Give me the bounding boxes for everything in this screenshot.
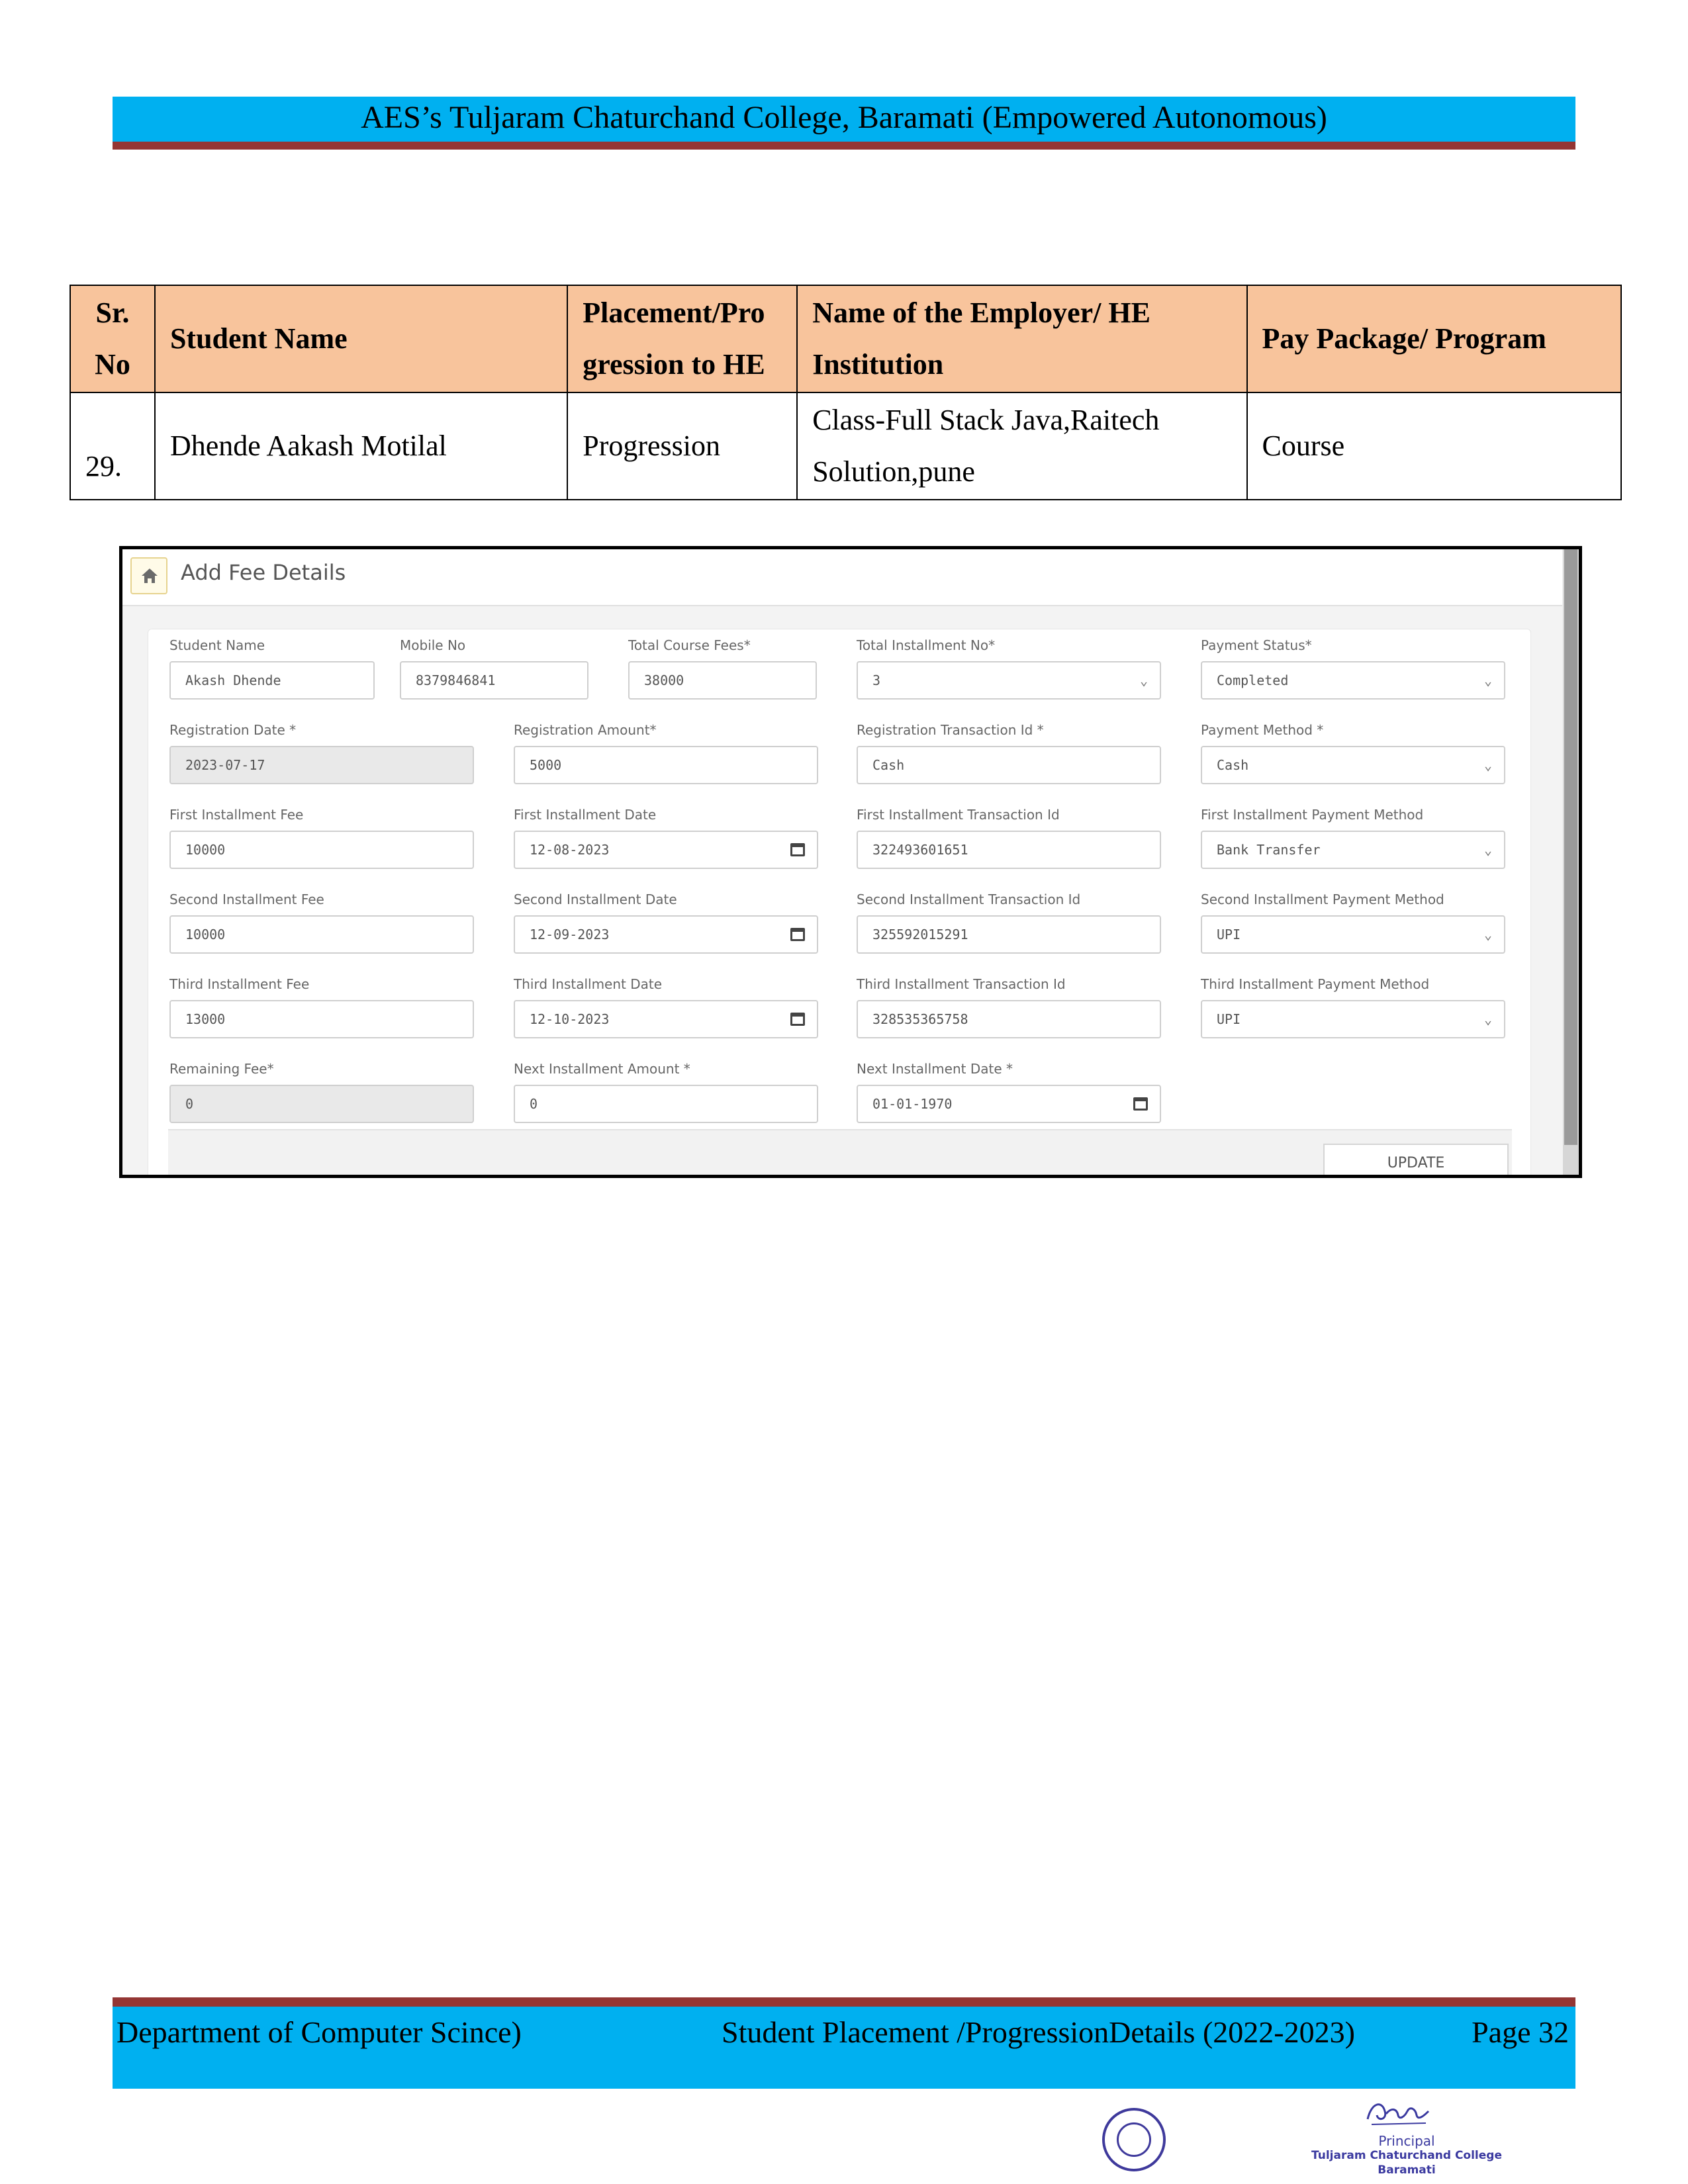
- footer-rule: [113, 1997, 1575, 2007]
- cell-sr-text: 29.: [85, 450, 122, 482]
- dropdown-icon: ⌄: [1483, 672, 1492, 688]
- dropdown-icon: ⌄: [1483, 757, 1492, 773]
- signature-icon: [1362, 2097, 1435, 2131]
- field-label: Total Installment No*: [857, 637, 996, 653]
- next-installment-date-input[interactable]: [857, 1085, 1161, 1123]
- payment-method-select[interactable]: [1201, 746, 1505, 784]
- field-value: 13000: [185, 1011, 226, 1027]
- calendar-icon[interactable]: [790, 843, 805, 856]
- field-label: First Installment Fee: [169, 807, 304, 823]
- page-header-band: [113, 97, 1575, 142]
- college-title: AES’s Tuljaram Chaturchand College, Baramati (Empowered Autonomous): [361, 100, 1327, 135]
- field-label: Total Course Fees*: [628, 637, 751, 653]
- field-label: Third Installment Payment Method: [1201, 976, 1430, 992]
- payment-status-select[interactable]: [1201, 661, 1505, 700]
- signature-college: Tuljaram Chaturchand College: [1311, 2149, 1502, 2162]
- second-installment-transaction-input[interactable]: [857, 915, 1161, 954]
- field-value: Cash: [1217, 757, 1249, 773]
- field-label: Registration Date *: [169, 722, 297, 738]
- col-sr-line1: Sr.: [95, 296, 130, 329]
- signature-role: Principal: [1378, 2133, 1435, 2149]
- next-installment-amount-input[interactable]: [514, 1085, 818, 1123]
- col-placement: [567, 285, 797, 392]
- field-value: 12-08-2023: [530, 842, 610, 858]
- mobile-input[interactable]: [400, 661, 588, 700]
- field-label: Second Installment Payment Method: [1201, 891, 1444, 907]
- first-installment-transaction-input[interactable]: [857, 831, 1161, 869]
- field-value: 5000: [530, 757, 562, 773]
- field-label: Payment Method *: [1201, 722, 1324, 738]
- field-value: 10000: [185, 927, 226, 942]
- header-rule: [113, 142, 1575, 150]
- table-header-row: [70, 285, 1621, 392]
- field-value: 0: [185, 1096, 194, 1112]
- third-installment-transaction-input[interactable]: [857, 1000, 1161, 1038]
- dropdown-icon: ⌄: [1139, 672, 1148, 688]
- field-label: Second Installment Transaction Id: [857, 891, 1081, 907]
- field-label: Second Installment Date: [514, 891, 677, 907]
- dropdown-icon: ⌄: [1483, 842, 1492, 858]
- table-row: [70, 392, 1621, 500]
- field-label: First Installment Payment Method: [1201, 807, 1424, 823]
- first-installment-fee-input[interactable]: [169, 831, 474, 869]
- field-label: Second Installment Fee: [169, 891, 324, 907]
- field-label: Next Installment Amount *: [514, 1061, 690, 1077]
- field-value: Akash Dhende: [185, 672, 281, 688]
- third-installment-date-input[interactable]: [514, 1000, 818, 1038]
- registration-date-input: [169, 746, 474, 784]
- footer-department: Department of Computer Scince): [117, 2015, 522, 2049]
- form-actions: [168, 1129, 1512, 1178]
- fee-form: [148, 629, 1531, 1178]
- field-label: First Installment Transaction Id: [857, 807, 1060, 823]
- field-value: 38000: [644, 672, 684, 688]
- cell-placement: Progression: [567, 392, 797, 500]
- field-label: Third Installment Fee: [169, 976, 310, 992]
- home-icon: [140, 567, 159, 584]
- field-value: 12-10-2023: [530, 1011, 610, 1027]
- field-value: UPI: [1217, 1011, 1241, 1027]
- field-value: 12-09-2023: [530, 927, 610, 942]
- footer-details: Student Placement /ProgressionDetails (2022-2023): [722, 2015, 1355, 2049]
- field-value: 2023-07-17: [185, 757, 265, 773]
- field-label: Remaining Fee*: [169, 1061, 274, 1077]
- field-label: Mobile No: [400, 637, 466, 653]
- signature-block: [1311, 2134, 1503, 2177]
- field-label: Third Installment Transaction Id: [857, 976, 1066, 992]
- remaining-fee-input: [169, 1085, 474, 1123]
- field-value: Bank Transfer: [1217, 842, 1321, 858]
- second-installment-date-input[interactable]: [514, 915, 818, 954]
- field-label: Registration Amount*: [514, 722, 657, 738]
- third-installment-fee-input[interactable]: [169, 1000, 474, 1038]
- scrollbar-thumb[interactable]: [1564, 549, 1577, 1145]
- field-value: 0: [530, 1096, 538, 1112]
- col-placement-line2: gression to HE: [583, 348, 765, 381]
- third-installment-method-select[interactable]: [1201, 1000, 1505, 1038]
- cell-sr: [70, 392, 155, 500]
- first-installment-method-select[interactable]: [1201, 831, 1505, 869]
- field-value: 328535365758: [872, 1011, 968, 1027]
- field-value: UPI: [1217, 927, 1241, 942]
- col-placement-line1: Placement/Pro: [583, 296, 765, 329]
- cell-employer: [797, 392, 1246, 500]
- cell-package: Course: [1247, 392, 1621, 500]
- field-value: 01-01-1970: [872, 1096, 953, 1112]
- total-fees-input[interactable]: [628, 661, 817, 700]
- student-name-input[interactable]: [169, 661, 375, 700]
- col-sr-no: [70, 285, 155, 392]
- first-installment-date-input[interactable]: [514, 831, 818, 869]
- field-value: 8379846841: [416, 672, 496, 688]
- calendar-icon[interactable]: [790, 928, 805, 941]
- field-label: Payment Status*: [1201, 637, 1312, 653]
- col-employer: [797, 285, 1246, 392]
- registration-transaction-input[interactable]: [857, 746, 1161, 784]
- dropdown-icon: ⌄: [1483, 927, 1492, 942]
- field-label: First Installment Date: [514, 807, 657, 823]
- home-button[interactable]: [130, 557, 167, 594]
- field-value: Completed: [1217, 672, 1289, 688]
- cell-name: Dhende Aakash Motilal: [155, 392, 567, 500]
- field-value: 3: [872, 672, 881, 688]
- page-footer-band: [113, 2007, 1575, 2089]
- col-pay-package: Pay Package/ Program: [1247, 285, 1621, 392]
- field-value: 322493601651: [872, 842, 968, 858]
- field-value: 325592015291: [872, 927, 968, 942]
- footer-page-number: Page 32: [1472, 2015, 1569, 2049]
- calendar-icon[interactable]: [790, 1013, 805, 1026]
- cell-employer-line1: Class-Full Stack Java,Raitech: [812, 404, 1160, 436]
- form-topbar: [122, 549, 1562, 606]
- col-sr-line2: No: [95, 348, 130, 381]
- field-value: Cash: [872, 757, 905, 773]
- dropdown-icon: ⌄: [1483, 1011, 1492, 1027]
- placement-table: [70, 285, 1622, 500]
- installment-count-select[interactable]: [857, 661, 1161, 700]
- col-employer-line2: Institution: [812, 348, 944, 381]
- update-button[interactable]: UPDATE: [1323, 1144, 1509, 1178]
- signature-city: Baramati: [1378, 2163, 1436, 2177]
- calendar-icon[interactable]: [1133, 1097, 1148, 1111]
- col-student-name: Student Name: [155, 285, 567, 392]
- form-title: Add Fee Details: [181, 560, 346, 585]
- scrollbar[interactable]: [1563, 549, 1579, 1175]
- field-value: 10000: [185, 842, 226, 858]
- fee-details-screenshot: [119, 546, 1582, 1178]
- second-installment-fee-input[interactable]: [169, 915, 474, 954]
- field-label: Next Installment Date *: [857, 1061, 1013, 1077]
- cell-employer-line2: Solution,pune: [812, 455, 975, 488]
- registration-amount-input[interactable]: [514, 746, 818, 784]
- col-employer-line1: Name of the Employer/ HE: [812, 296, 1150, 329]
- seal-inner-ring: [1117, 2122, 1151, 2157]
- second-installment-method-select[interactable]: [1201, 915, 1505, 954]
- field-label: Student Name: [169, 637, 265, 653]
- college-seal-icon: [1102, 2108, 1166, 2171]
- field-label: Third Installment Date: [514, 976, 663, 992]
- field-label: Registration Transaction Id *: [857, 722, 1044, 738]
